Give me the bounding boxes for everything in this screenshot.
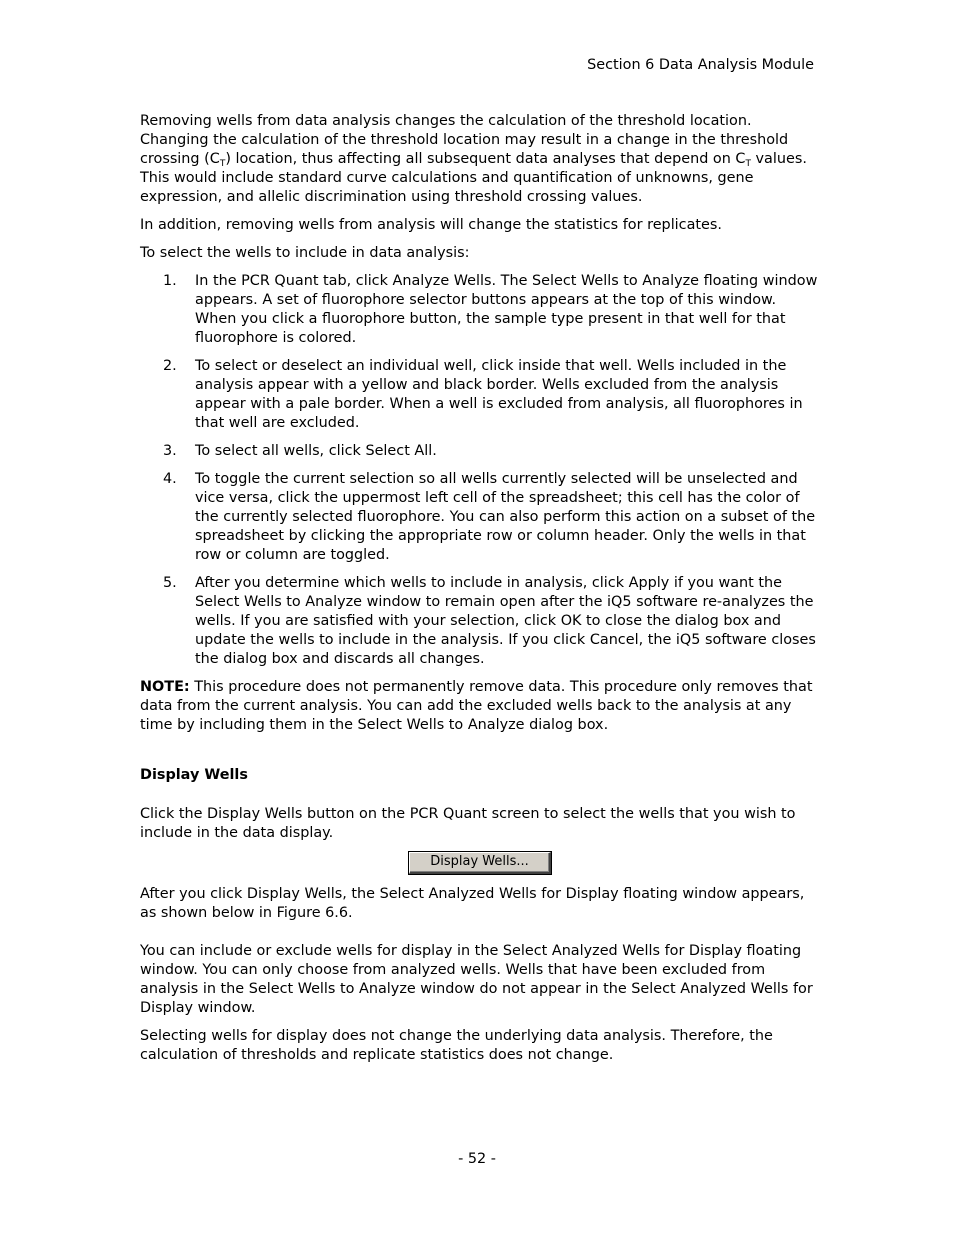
step-item [140,470,820,565]
intro-text-part-1: Removing wells from data analysis changes the calculation of the threshold location. Changing the calculation of the threshold location may result in a change in the threshold crossing (C [140,113,789,167]
section-heading-display-wells: Display Wells [140,767,248,783]
button-illustration-row [140,852,820,876]
step-number: 1. [163,273,177,289]
note-label: NOTE: [140,679,190,695]
page-body [140,112,820,1074]
display-wells-no-analysis-change: Selecting wells for display does not change the underlying data analysis. Therefore, the calculation of thresholds and replicate statistics does not change. [140,1028,773,1063]
step-number: 4. [163,471,177,487]
intro-paragraph-replicates: In addition, removing wells from analysis will change the statistics for replicates. [140,217,722,233]
display-wells-intro: Click the Display Wells button on the PCR Quant screen to select the wells that you wish to include in the data display. [140,806,796,841]
display-wells-include-exclude: You can include or exclude wells for display in the Select Analyzed Wells for Display floating window. You can only choose from analyzed wells. Wells that have been excluded from analysis in the Select Wells to Analyze window do not appear in the Select Analyzed Wells for Display window. [140,943,813,1016]
subscript-t-1: T [219,159,226,169]
steps-lead-in: To select the wells to include in data analysis: [140,245,470,261]
display-wells-button[interactable]: Display Wells... [409,852,551,874]
step-number: 2. [163,358,177,374]
step-item [140,574,820,669]
page-number: - 52 - [458,1151,496,1167]
subscript-t-2: T [745,159,751,169]
step-item [140,357,820,433]
display-wells-after-click: After you click Display Wells, the Select Analyzed Wells for Display floating window appears, as shown below in Figure 6.6. [140,886,805,921]
paragraph-spacer [140,932,820,942]
step-text: After you determine which wells to include in analysis, click Apply if you want the Select Wells to Analyze window to remain open after the iQ5 software re-analyzes the wells. If you are satisfied with your selection, click OK to close the dialog box and update the wells to include in the analysis. If you click Cancel, the iQ5 software closes the dialog box and discards all changes. [195,575,816,667]
step-number: 5. [163,575,177,591]
intro-text-part-2: ) location, thus affecting all subsequent data analyses that depend on C [225,151,746,167]
note-text: This procedure does not permanently remove data. This procedure only removes that data from the current analysis. You can add the excluded wells back to the analysis at any time by including them in the Select Wells to Analyze dialog box. [140,679,813,733]
intro-paragraph-threshold [140,112,820,207]
intro-text-part-3: values. This would include standard curve calculations and quantification of unknowns, gene expression, and allelic discrimination using threshold crossing values. [140,151,807,205]
step-text: To select all wells, click Select All. [195,443,437,459]
running-header: Section 6 Data Analysis Module [587,57,814,73]
step-text: In the PCR Quant tab, click Analyze Wells. The Select Wells to Analyze floating window appears. A set of fluorophore selector buttons appears at the top of this window. When you click a fluorophore button, the sample type present in that well for that fluorophore is colored. [195,273,818,346]
step-item [140,272,820,348]
step-item [140,442,820,461]
procedure-steps [140,272,820,669]
step-number: 3. [163,443,177,459]
step-text: To select or deselect an individual well, click inside that well. Wells included in the analysis appear with a yellow and black border. Wells excluded from the analysis appear with a pale border. When a well is excluded from analysis, all fluorophores in that well are excluded. [195,358,803,431]
note-paragraph [140,678,820,735]
step-text: To toggle the current selection so all wells currently selected will be unselected and vice versa, click the uppermost left cell of the spreadsheet; this cell has the color of the currently selected fluorophore. You can also perform this action on a subset of the spreadsheet by clicking the appropriate row or column header. Only the wells in that row or column are toggled. [195,471,816,563]
